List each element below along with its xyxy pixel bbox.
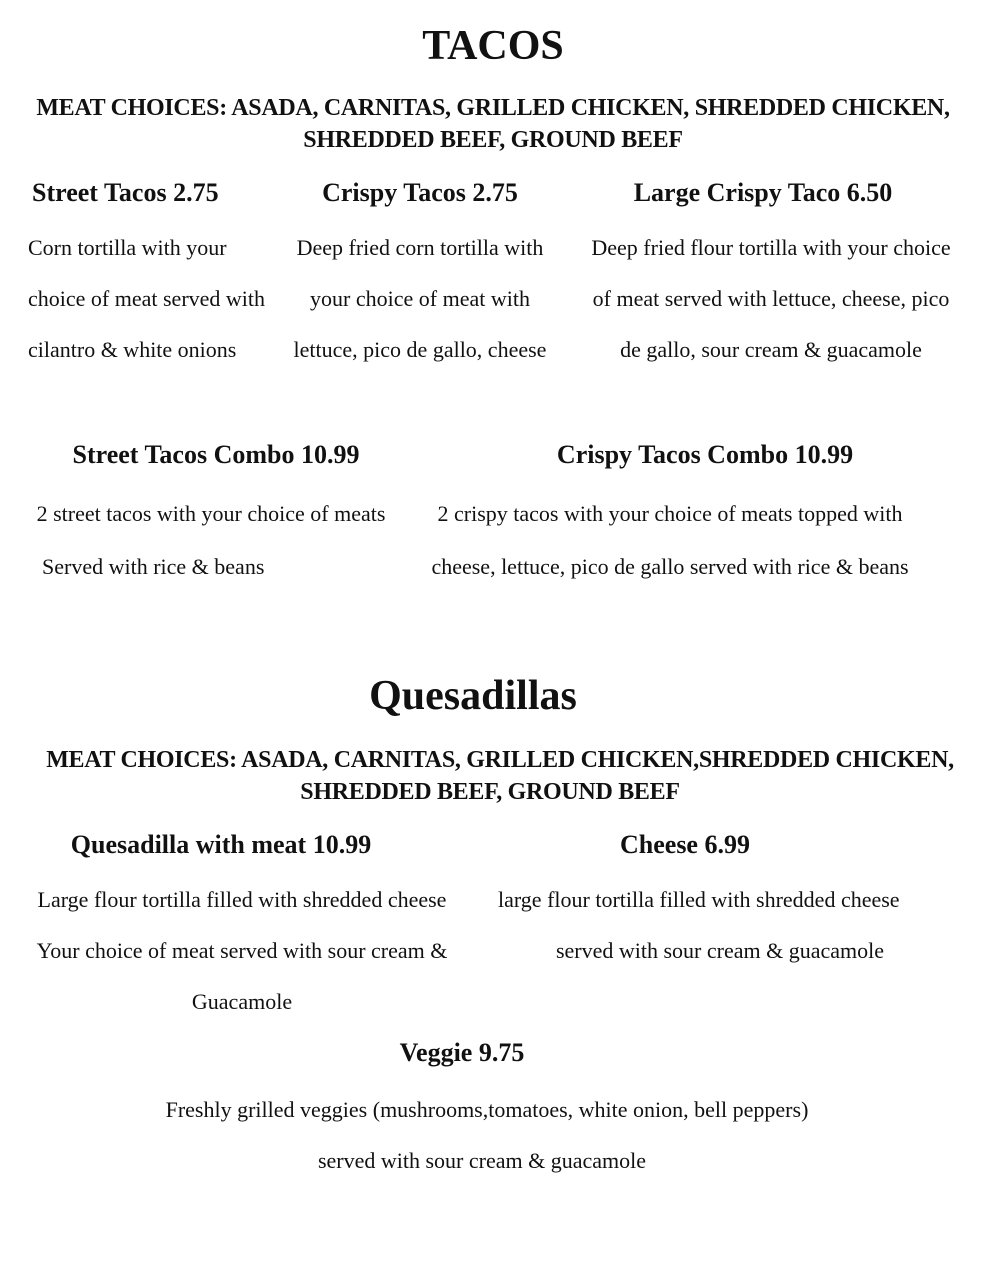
large-crispy-taco-desc-line: de gallo, sour cream & guacamole xyxy=(620,337,922,362)
crispy-tacos-combo-desc-line: 2 crispy tacos with your choice of meats topped with xyxy=(437,501,903,526)
crispy-tacos-combo-title: Crispy Tacos Combo 10.99 xyxy=(556,440,854,469)
street-tacos-combo-title: Street Tacos Combo 10.99 xyxy=(72,440,360,469)
crispy-tacos-title: Crispy Tacos 2.75 xyxy=(322,178,518,207)
tacos-section-title: TACOS xyxy=(422,23,564,69)
quesadilla-with-meat-title: Quesadilla with meat 10.99 xyxy=(70,830,372,859)
quesadillas-section-title: Quesadillas xyxy=(369,673,577,719)
street-tacos-description xyxy=(28,222,265,375)
quesadillas-meat-choices xyxy=(0,744,986,808)
crispy-tacos-combo-description xyxy=(400,487,940,593)
quesadilla-with-meat-description xyxy=(16,874,468,1027)
street-tacos-desc-line: cilantro & white onions xyxy=(28,337,237,362)
street-tacos-desc-line: choice of meat served with xyxy=(28,286,266,311)
quesadillas-meat-choices-line1: MEAT CHOICES: ASADA, CARNITAS, GRILLED CHICKEN,SHREDDED CHICKEN, xyxy=(46,747,954,773)
street-tacos-desc-line: Corn tortilla with your xyxy=(28,235,227,260)
quesadilla-with-meat-desc-line: Guacamole xyxy=(191,989,293,1014)
large-crispy-taco-desc-line: Deep fried flour tortilla with your choice xyxy=(591,235,951,260)
crispy-tacos-combo-desc-line: cheese, lettuce, pico de gallo served with rice & beans xyxy=(431,554,909,579)
large-crispy-taco-title: Large Crispy Taco 6.50 xyxy=(633,178,893,207)
crispy-tacos-desc-line: lettuce, pico de gallo, cheese xyxy=(293,337,547,362)
veggie-quesadilla-desc-line: Freshly grilled veggies (mushrooms,tomatoes, white onion, bell peppers) xyxy=(165,1097,809,1122)
quesadilla-with-meat-desc-line: Your choice of meat served with sour cream & xyxy=(36,938,448,963)
tacos-meat-choices-line2: SHREDDED BEEF, GROUND BEEF xyxy=(303,127,683,153)
crispy-tacos-desc-line: Deep fried corn tortilla with xyxy=(296,235,544,260)
cheese-quesadilla-desc-line: served with sour cream & guacamole xyxy=(555,938,885,963)
street-tacos-title: Street Tacos 2.75 xyxy=(32,178,219,207)
crispy-tacos-description xyxy=(278,222,562,375)
quesadilla-with-meat-desc-line: Large flour tortilla filled with shredded cheese xyxy=(37,887,447,912)
cheese-quesadilla-desc-line: large flour tortilla filled with shredded cheese xyxy=(498,887,900,912)
tacos-meat-choices xyxy=(0,92,986,156)
large-crispy-taco-description xyxy=(578,222,964,375)
veggie-quesadilla-desc-line: served with sour cream & guacamole xyxy=(317,1148,647,1173)
street-tacos-combo-description xyxy=(16,487,406,593)
large-crispy-taco-desc-line: of meat served with lettuce, cheese, pico xyxy=(592,286,950,311)
veggie-quesadilla-description xyxy=(0,1084,974,1186)
veggie-quesadilla-title: Veggie 9.75 xyxy=(399,1038,525,1067)
street-tacos-combo-desc-line: Served with rice & beans xyxy=(42,554,265,579)
street-tacos-combo-desc-line: 2 street tacos with your choice of meats xyxy=(36,501,386,526)
crispy-tacos-desc-line: your choice of meat with xyxy=(310,286,530,311)
quesadillas-meat-choices-line2: SHREDDED BEEF, GROUND BEEF xyxy=(300,779,680,805)
tacos-meat-choices-line1: MEAT CHOICES: ASADA, CARNITAS, GRILLED CHICKEN, SHREDDED CHICKEN, xyxy=(36,95,950,121)
cheese-quesadilla-description xyxy=(490,874,950,976)
cheese-quesadilla-title: Cheese 6.99 xyxy=(620,830,750,859)
